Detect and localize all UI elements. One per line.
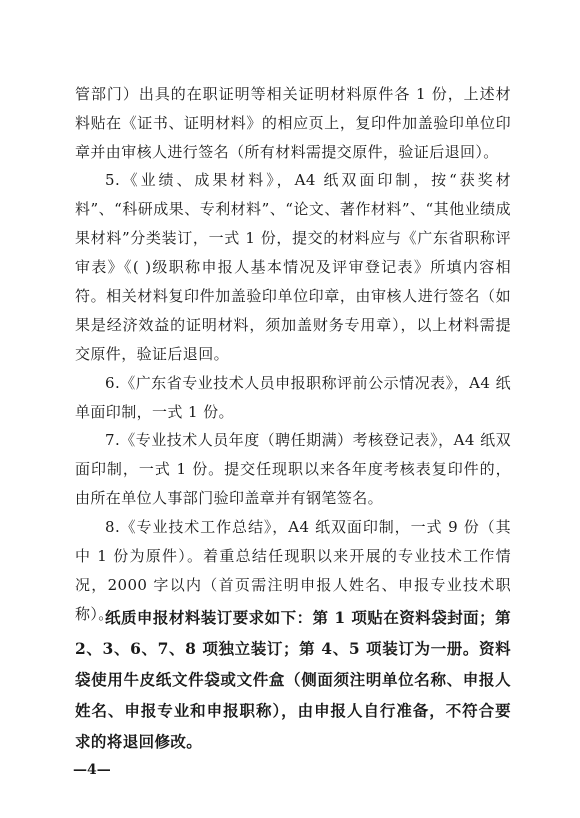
page-number: —4— (73, 762, 111, 778)
paragraph-item-7-assessment: 7.《专业技术人员年度（聘任期满）考核登记表》，A4 纸双面印制，一式 1 份。提交任现职以来各年度考核表复印件的，由所在单位人事部门验印盖章并有钢笔签名。 (75, 431, 511, 507)
paragraph-item-8-work-summary: 8.《专业技术工作总结》，A4 纸双面印制，一式 9 份（其中 1 份为原件）。着重总结任现职以来开展的专业技术工作情况，2000 字以内（首页需注明申报人姓名、申报专业技术职称）。 (75, 518, 511, 623)
paragraph-item-6-publicity: 6.《广东省专业技术人员申报职称评前公示情况表》，A4 纸单面印制，一式 1 份。 (75, 374, 511, 421)
paragraph-binding-requirements: 纸质申报材料装订要求如下：第 1 项贴在资料袋封面；第 2、3、6、7、8 项独立装订；第 4、5 项装订为一册。资料袋使用牛皮纸文件袋或文件盒（侧面须注明单位名称、申报人姓名、申报专业和申报职称），由申报人自行准备，不符合要求的将退回修改。 (75, 608, 511, 751)
paragraph-materials-originals: 管部门）出具的在职证明等相关证明材料原件各 1 份，上述材料贴在《证书、证明材料》的相应页上，复印件加盖验印单位印章并由审核人进行签名（所有材料需提交原件，验证后退回）。 (75, 85, 511, 161)
paragraph-item-5-achievements: 5.《业绩、成果材料》，A4 纸双面印制，按“获奖材料”、“科研成果、专利材料”、“论文、著作材料”、“其他业绩成果材料”分类装订，一式 1 份，提交的材料应与《广东省职称评审表》《( )级职称申报人基本情况及评审登记表》所填内容相符。相关材料复印件加盖验印单位印章，由审核人进行签名（如果是经济效益的证明材料，须加盖财务专用章），以上材料需提交原件，验证后退回。 (75, 171, 511, 363)
